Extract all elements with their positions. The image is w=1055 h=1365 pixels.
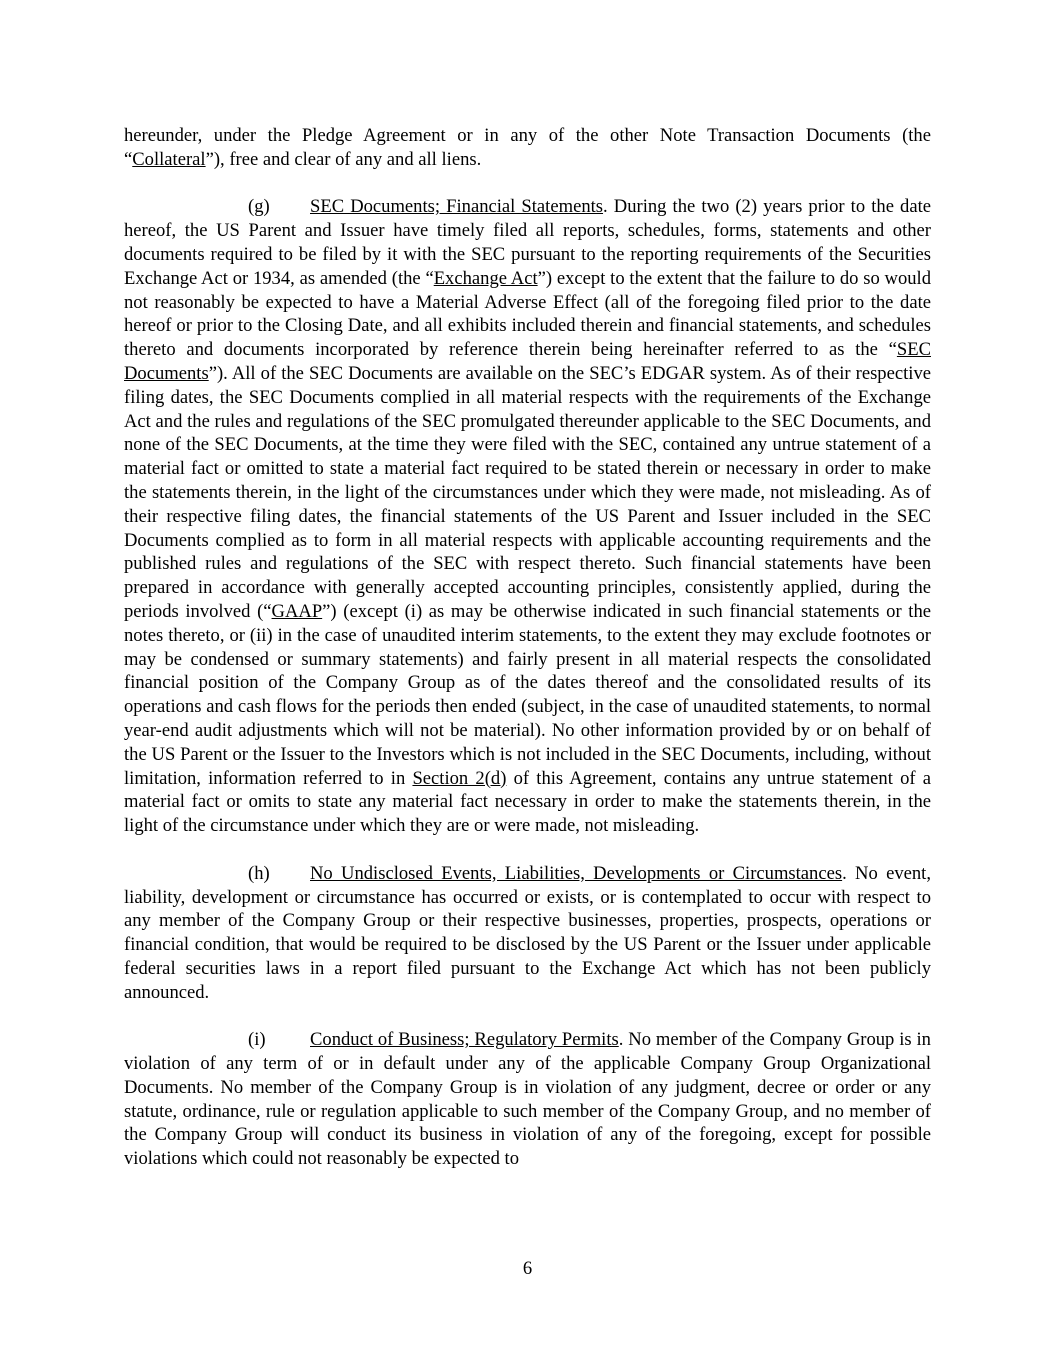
paragraph-section-g bbox=[124, 195, 931, 838]
section-g-text-1: . During the two (2) years prior to the date hereof, the US Parent and Issuer have timely filed all reports, schedules, forms, statements and other documents required to be filed by it with the SEC pursuant to the reporting requirements of the Securities Exchange Act or 1934, as amended (the “ bbox=[124, 196, 932, 289]
section-reference: Section 2(d) bbox=[412, 767, 507, 789]
section-g-heading: SEC Documents; Financial Statements bbox=[310, 196, 604, 218]
section-g-number: (g) bbox=[248, 196, 270, 218]
section-i-number: (i) bbox=[248, 1029, 266, 1051]
defined-term-exchange-act: Exchange Act bbox=[433, 267, 538, 289]
section-g-text-2: ”) except to the extent that the failure to do so would not reasonably be expected to have a Material Adverse Effect (all of the foregoing filed prior to the date hereof or prior to the Closing Date, and all exhibits included therein and financial statements, and schedules thereto and documents incorporated by reference therein being hereinafter referred to as the “ bbox=[124, 267, 932, 361]
section-h-text-1: . No event, liability, development or circumstance has occurred or exists, or is contemplated to occur with respect to any member of the Company Group or their respective businesses, properties, prospects, operations or financial condition, that would be required to be disclosed by the US Parent or the Issuer under applicable federal securities laws in a report filed pursuant to the Exchange Act which has not been publicly announced. bbox=[124, 862, 931, 1003]
intro-text-2: ”), free and clear of any and all liens. bbox=[205, 148, 482, 170]
section-i-heading: Conduct of Business; Regulatory Permits bbox=[310, 1029, 619, 1051]
section-g-text-3: ”). All of the SEC Documents are available on the SEC’s EDGAR system. As of their respective filing dates, the SEC Documents complied in all material respects with the requirements of the Exchange Act and the rules and regulations of the SEC promulgated thereunder applicable to the SEC Documents, and none of the SEC Documents, at the time they were filed with the SEC, contained any untrue statement of a material fact or omitted to state a material fact required to be stated therein or necessary in order to make the statements therein, in the light of the circumstances under which they were made, not misleading. As of their respective filing dates, the financial statements of the US Parent and Issuer included in the SEC Documents complied as to form in all material respects with applicable accounting requirements and the published rules and regulations of the SEC with respect thereto. Such financial statements have been prepared in accordance with generally accepted accounting principles, consistently applied, during the periods involved (“ bbox=[124, 362, 931, 622]
section-g-text-5: of this Agreement, contains any untrue statement of a material fact or omits to state any material fact necessary in order to make the statements therein, in the light of the circumstance under which they are or were made, not misleading. bbox=[124, 767, 932, 837]
section-i-text-1: . No member of the Company Group is in violation of any term of or in default under any of the applicable Company Group Organizational Documents. No member of the Company Group is in violation of any judgment, decree or order or any statute, ordinance, rule or regulation applicable to such member of the Company Group, and no member of the Company Group will conduct its business in violation of any of the foregoing, except for possible violations which could not reasonably be expected to bbox=[124, 1029, 931, 1170]
paragraph-intro bbox=[124, 124, 931, 172]
section-h-number: (h) bbox=[248, 862, 270, 884]
defined-term-gaap: GAAP bbox=[271, 600, 323, 622]
paragraph-section-i bbox=[124, 1028, 931, 1171]
page-number: 6 bbox=[522, 1258, 533, 1279]
defined-term-collateral: Collateral bbox=[132, 148, 206, 170]
section-h-heading: No Undisclosed Events, Liabilities, Developments or Circumstances bbox=[310, 862, 843, 884]
document-page bbox=[124, 124, 931, 1171]
intro-text-1: hereunder, under the Pledge Agreement or in any of the other Note Transaction Documents (the “ bbox=[124, 125, 931, 170]
defined-term-sec-documents: SEC Documents bbox=[124, 339, 931, 384]
paragraph-section-h bbox=[124, 862, 931, 1005]
section-g-text-4: ”) (except (i) as may be otherwise indicated in such financial statements or the notes thereto, or (ii) in the case of unaudited interim statements, to the extent they may exclude footnotes or may be condensed or summary statements) and fairly present in all material respects the consolidated financial position of the Company Group as of the dates thereof and the consolidated results of its operations and cash flows for the periods then ended (subject, in the case of unaudited statements, to normal year-end audit adjustments which will not be material). No other information provided by or on behalf of the US Parent or the Issuer to the Investors which is not included in the SEC Documents, including, without limitation, information referred to in bbox=[124, 600, 931, 789]
